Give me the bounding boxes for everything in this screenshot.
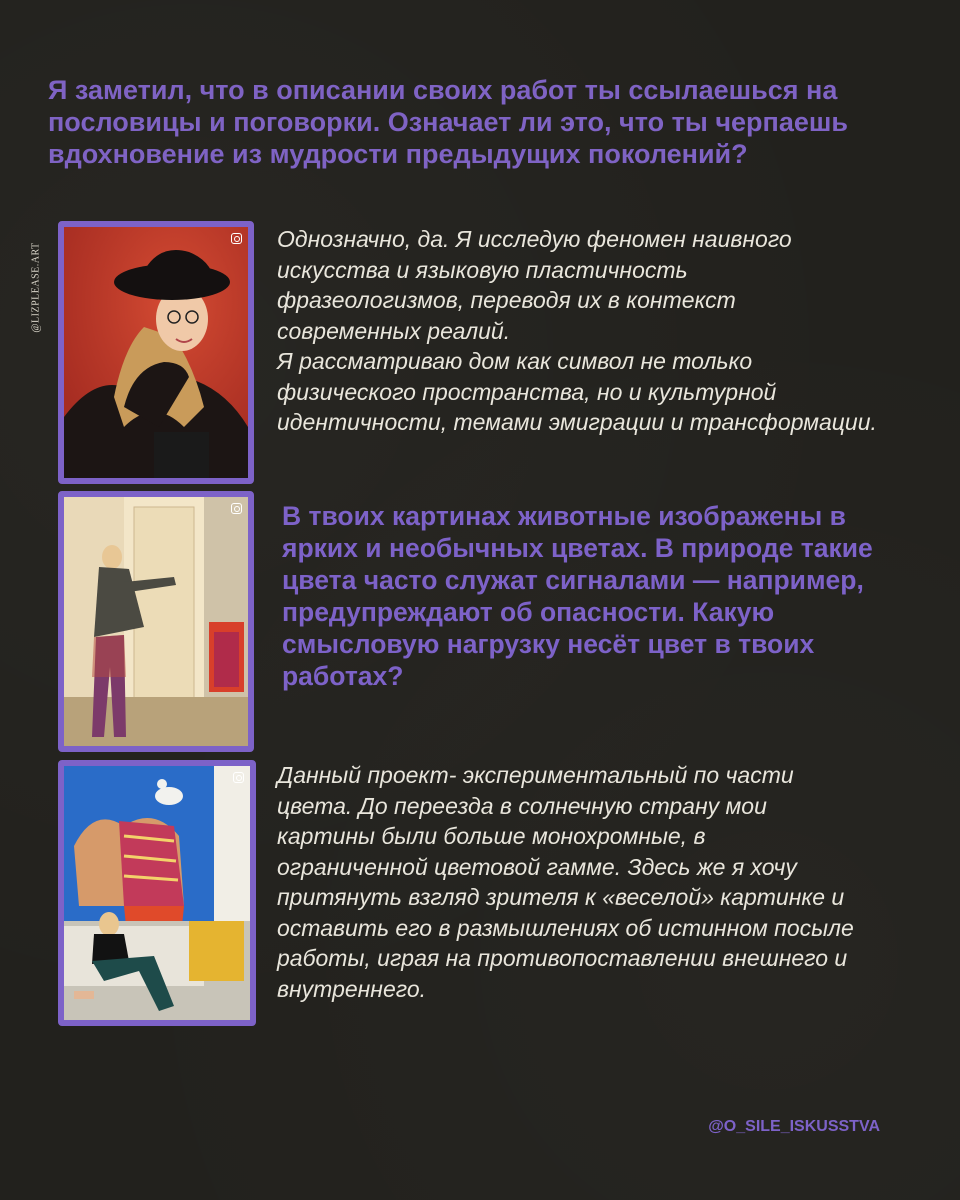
question-2-text: В твоих картинах животные изображены в ярких и необычных цветах. В природе такие цвета часто служат сигналами — например, предупреждают об опасности. Какую смысловую нагрузку несёт цвет в твоих работах? <box>282 501 873 691</box>
side-watermark <box>26 232 46 342</box>
footer-handle[interactable]: @O_SILE_ISKUSSTVA <box>708 1118 880 1135</box>
photo-studio <box>58 491 254 752</box>
camel-illustration <box>64 766 250 1020</box>
headline-question: Я заметил, что в описании своих работ ты ссылаешься на пословицы и поговорки. Означает ли это, что ты черпаешь вдохновение из мудрости предыдущих поколений? <box>48 75 848 169</box>
photo-portrait <box>58 221 254 484</box>
reel-icon <box>231 233 242 244</box>
side-handle-text: @LIZPLEASE.ART <box>30 241 42 333</box>
reel-icon <box>233 772 244 783</box>
portrait-illustration <box>64 227 248 478</box>
answer-2-text: Данный проект- экспериментальный по части цвета. До переезда в солнечную страну мои картины были больше монохромные, в ограниченной цветовой гамме. Здесь же я хочу притянуть взгляд зрителя к «веселой» картинке и оставить его в размышлениях об истинном посыле работы, играя на противопоставлении внешнего и внутреннего. <box>277 762 854 1002</box>
reel-icon <box>231 503 242 514</box>
answer-1-text: Однозначно, да. Я исследую феномен наивного искусства и языковую пластичность фразеологизмов, переводя их в контекст современных реалий. Я рассматриваю дом как символ не только физического пространства, но и культурной идентичности, темами эмиграции и трансформации. <box>277 226 877 435</box>
studio-illustration <box>64 497 248 746</box>
photo-camel-painting <box>58 760 256 1026</box>
